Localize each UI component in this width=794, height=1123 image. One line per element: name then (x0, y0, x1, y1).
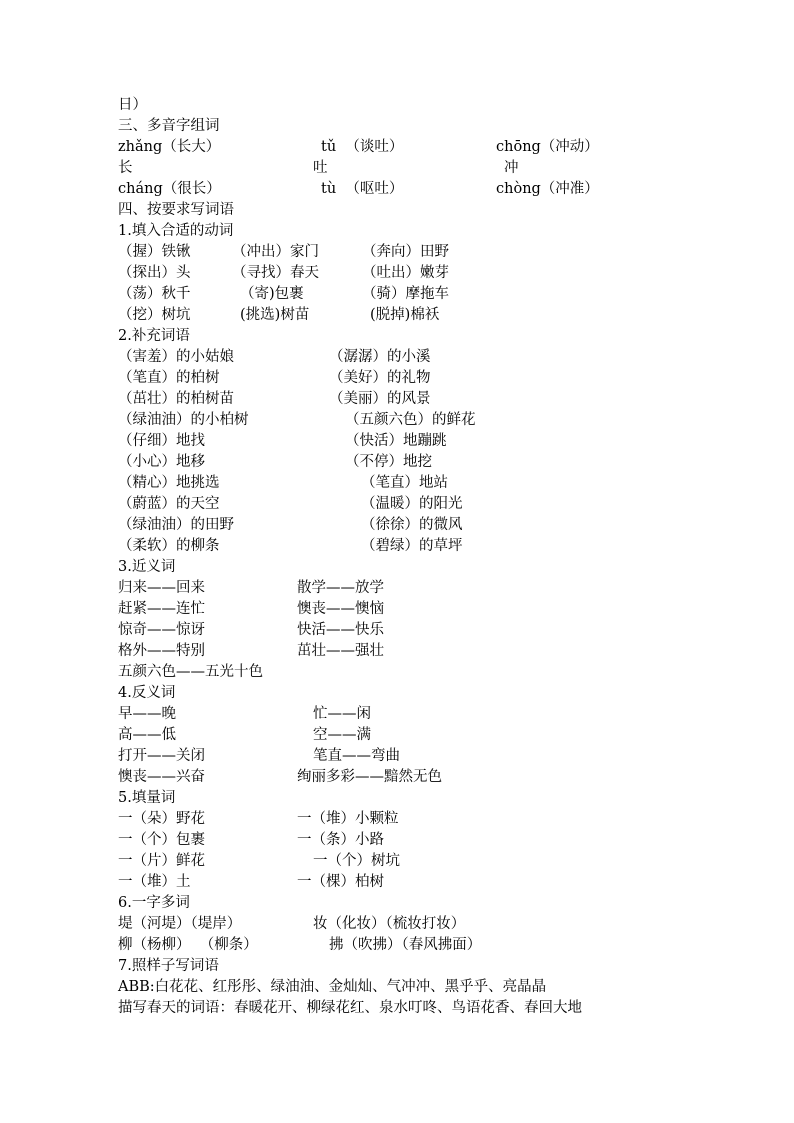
text-line (0, 830, 794, 850)
text-cell: （寄)包裹 (240, 286, 304, 302)
text-cell: 5.填量词 (118, 790, 176, 806)
text-cell: （挖）树坑 (118, 307, 191, 323)
text-cell: 描写春天的词语：春暖花开、柳绿花红、泉水叮咚、鸟语花香、春回大地 (118, 1000, 582, 1016)
text-cell: （奔向）田野 (362, 244, 449, 260)
text-cell: 一（个）树坑 (313, 853, 400, 869)
text-line (0, 263, 794, 283)
text-cell: （五颜六色）的鲜花 (345, 412, 476, 428)
text-cell: 绚丽多彩——黯然无色 (297, 769, 442, 785)
text-cell: 冲 (504, 160, 519, 176)
text-line (0, 641, 794, 661)
text-cell: 长 (118, 160, 133, 176)
text-cell: （绿油油）的田野 (118, 517, 234, 533)
text-cell: tù （呕吐） (321, 181, 404, 197)
text-cell: （冲出）家门 (232, 244, 319, 260)
text-cell: 快活——快乐 (297, 622, 384, 638)
text-cell: （精心）地挑选 (118, 475, 220, 491)
text-cell: (脱掉)棉袄 (370, 307, 440, 323)
text-cell: （寻找）春天 (232, 265, 319, 281)
text-line (0, 368, 794, 388)
text-cell: （徐徐）的微风 (361, 517, 463, 533)
text-cell: 7.照样子写词语 (118, 958, 219, 974)
text-cell: 茁壮——强壮 (297, 643, 384, 659)
text-cell: 高——低 (118, 727, 176, 743)
text-cell: 归来——回来 (118, 580, 205, 596)
text-line (0, 452, 794, 472)
text-line (0, 809, 794, 829)
text-cell: 散学——放学 (297, 580, 384, 596)
text-line (0, 95, 794, 115)
text-line (0, 872, 794, 892)
text-cell: （骑）摩拖车 (362, 286, 449, 302)
text-line (0, 473, 794, 493)
text-line (0, 305, 794, 325)
text-cell: zhǎng（长大） (118, 139, 221, 155)
text-cell: （潺潺）的小溪 (329, 349, 431, 365)
text-cell: 赶紧——连忙 (118, 601, 205, 617)
text-line (0, 284, 794, 304)
text-cell: 四、按要求写词语 (118, 202, 234, 218)
text-line (0, 620, 794, 640)
text-line (0, 578, 794, 598)
text-cell: cháng（很长） (118, 181, 221, 197)
text-line (0, 704, 794, 724)
text-cell: 早——晚 (118, 706, 176, 722)
text-line (0, 389, 794, 409)
text-cell: （荡）秋千 (118, 286, 191, 302)
text-cell: （仔细）地找 (118, 433, 205, 449)
text-line (0, 515, 794, 535)
text-cell: (挑选)树苗 (240, 307, 310, 323)
text-line (0, 851, 794, 871)
text-cell: 一（棵）柏树 (297, 874, 384, 890)
text-cell: 三、多音字组词 (118, 118, 220, 134)
text-cell: 笔直——弯曲 (313, 748, 400, 764)
text-line (0, 410, 794, 430)
text-cell: 一（条）小路 (297, 832, 384, 848)
text-cell: （碧绿）的草坪 (361, 538, 463, 554)
text-cell: tǔ （谈吐） (321, 139, 404, 155)
text-cell: 一（朵）野花 (118, 811, 205, 827)
text-cell: 堤（河堤）（堤岸） (118, 916, 242, 932)
text-cell: （探出）头 (118, 265, 191, 281)
text-line (0, 956, 794, 976)
text-cell: chōng（冲动） (496, 139, 599, 155)
text-cell: （蔚蓝）的天空 (118, 496, 220, 512)
text-line (0, 893, 794, 913)
text-cell: 一（堆）小颗粒 (297, 811, 399, 827)
text-line (0, 347, 794, 367)
text-cell: 惊奇——惊讶 (118, 622, 205, 638)
text-line (0, 683, 794, 703)
text-line (0, 200, 794, 220)
text-line (0, 494, 794, 514)
text-cell: （握）铁锹 (118, 244, 191, 260)
text-line (0, 977, 794, 997)
text-cell: 2.补充词语 (118, 328, 190, 344)
text-cell: 打开——关闭 (118, 748, 205, 764)
text-line (0, 557, 794, 577)
text-line (0, 536, 794, 556)
text-cell: 空——满 (313, 727, 371, 743)
text-line (0, 221, 794, 241)
text-cell: 妆（化妆）（梳妆打妆） (313, 916, 466, 932)
text-line (0, 242, 794, 262)
text-cell: 柳（杨柳） （柳条） (118, 937, 258, 953)
text-cell: 拂（吹拂）（春风拂面） (329, 937, 482, 953)
text-cell: 一（片）鲜花 (118, 853, 205, 869)
text-cell: （小心）地移 (118, 454, 205, 470)
text-line (0, 179, 794, 199)
text-cell: chòng（冲准） (496, 181, 599, 197)
text-cell: （温暖）的阳光 (361, 496, 463, 512)
text-line (0, 599, 794, 619)
text-line (0, 767, 794, 787)
text-cell: 忙——闲 (313, 706, 371, 722)
text-cell: 懊丧——兴奋 (118, 769, 205, 785)
text-cell: 格外——特别 (118, 643, 205, 659)
text-cell: （笔直）的柏树 (118, 370, 220, 386)
text-cell: （美丽）的风景 (329, 391, 431, 407)
text-line (0, 935, 794, 955)
text-cell: ABB:白花花、红彤彤、绿油油、金灿灿、气冲冲、黑乎乎、亮晶晶 (118, 979, 547, 995)
text-line (0, 326, 794, 346)
text-cell: 日） (118, 97, 147, 113)
text-line (0, 158, 794, 178)
text-cell: 五颜六色——五光十色 (118, 664, 263, 680)
text-cell: （绿油油）的小柏树 (118, 412, 249, 428)
text-line (0, 914, 794, 934)
text-cell: （柔软）的柳条 (118, 538, 220, 554)
text-cell: 6.一字多词 (118, 895, 190, 911)
text-cell: （快活）地蹦跳 (345, 433, 447, 449)
text-cell: 懊丧——懊恼 (297, 601, 384, 617)
text-cell: （吐出）嫩芽 (362, 265, 449, 281)
text-cell: （茁壮）的柏树苗 (118, 391, 234, 407)
text-line (0, 662, 794, 682)
text-line (0, 998, 794, 1018)
text-cell: 一（个）包裹 (118, 832, 205, 848)
text-line (0, 137, 794, 157)
text-cell: 1.填入合适的动词 (118, 223, 234, 239)
text-cell: 吐 (313, 160, 328, 176)
text-cell: （笔直）地站 (361, 475, 448, 491)
text-cell: 一（堆）土 (118, 874, 191, 890)
text-cell: 4.反义词 (118, 685, 176, 701)
text-cell: （不停）地挖 (345, 454, 432, 470)
text-line (0, 746, 794, 766)
text-line (0, 116, 794, 136)
text-line (0, 788, 794, 808)
text-cell: （美好）的礼物 (329, 370, 431, 386)
text-line (0, 725, 794, 745)
text-line (0, 431, 794, 451)
text-cell: （害羞）的小姑娘 (118, 349, 234, 365)
text-cell: 3.近义词 (118, 559, 176, 575)
